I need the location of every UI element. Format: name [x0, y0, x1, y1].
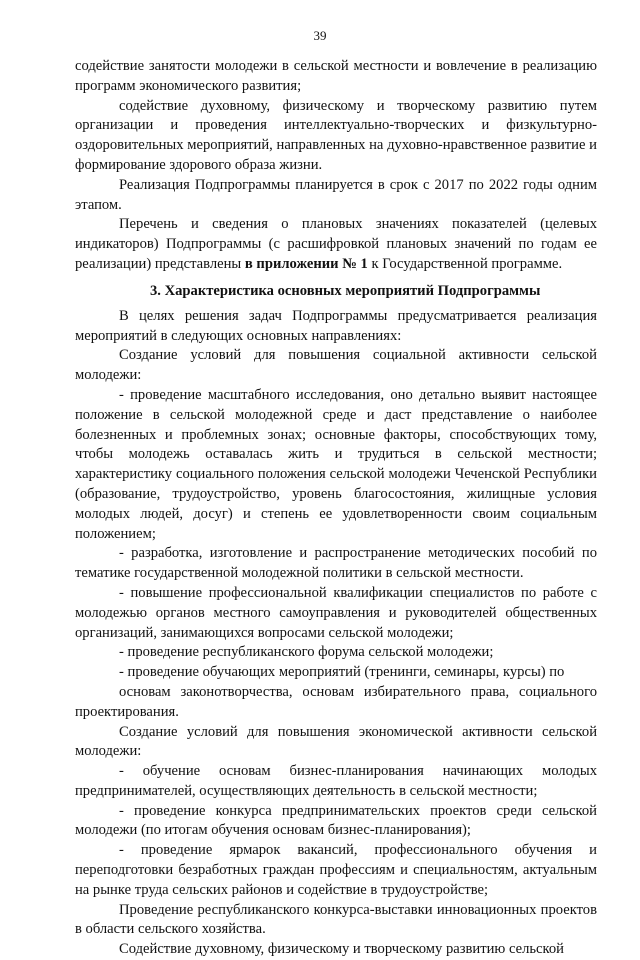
paragraphs-after-heading	[75, 307, 597, 960]
page-content	[75, 57, 597, 960]
paragraphs-before-heading	[75, 57, 597, 215]
indicators-text-end: к Государственной программе.	[367, 255, 563, 272]
section-heading: 3. Характеристика основных мероприятий Подпрограммы	[150, 282, 541, 299]
paragraph: Создание условий для повышения экономической активности сельской молодежи:	[75, 723, 597, 760]
paragraph: Проведение республиканского конкурса-выставки инновационных проектов в области сельского хозяйства.	[75, 901, 597, 938]
paragraph: Реализация Подпрограммы планируется в срок с 2017 по 2022 годы одним этапом.	[75, 176, 597, 213]
page-number: 39	[313, 28, 327, 43]
paragraph: основам законотворчества, основам избирательного права, социального проектирования.	[75, 683, 597, 720]
indicators-text-start: Перечень и сведения о плановых значениях показателей (целевых индикаторов) Подпрограммы (с расшифровкой плановых значений по годам ее реализации) представлены	[75, 216, 597, 272]
paragraph: В целях решения задач Подпрограммы предусматривается реализация мероприятий в следующих основных направлениях:	[75, 307, 597, 344]
appendix-reference: в приложении № 1	[244, 255, 368, 272]
paragraph: - проведение ярмарок вакансий, профессионального обучения и переподготовки безработных граждан профессиям и специальностям, актуальным на рынке труда сельских районов и содействие в трудоустройстве;	[75, 842, 597, 898]
paragraph: Создание условий для повышения социальной активности сельской молодежи:	[75, 347, 597, 384]
paragraph: - разработка, изготовление и распространение методических пособий по тематике государственной молодежной политики в сельской местности.	[75, 545, 597, 582]
paragraph: содействие занятости молодежи в сельской местности и вовлечение в реализацию программ экономического развития;	[75, 58, 597, 94]
paragraph: содействие духовному, физическому и творческому развитию путем организации и проведения интеллектуально-творческих и физкультурно-оздоровительных мероприятий, направленных на духовно-нравственное развитие и формирование здорового образа жизни.	[75, 97, 597, 173]
paragraph: - проведение республиканского форума сельской молодежи;	[119, 644, 494, 661]
indicators-paragraph	[75, 215, 597, 274]
paragraph: - повышение профессиональной квалификации специалистов по работе с молодежью органов местного самоуправления и руководителей общественных организаций, занимающихся вопросами сельской молодежи;	[75, 584, 597, 641]
paragraph: - проведение масштабного исследования, оно детально выявит настоящее положение в сельской молодежной среде и даст представление о наиболее болезненных и проблемных зонах; основные факторы, способствующих тому, чтобы молодежь оставалась жить и трудиться в сельской местности; характеристику социального положения сельской молодежи Чеченской Республики (образование, трудоустройство, уровень благосостояния, жилищные условия молодых людей, досуг) и степень ее удовлетворенности своим социальным положением;	[75, 386, 597, 542]
paragraph: - обучение основам бизнес-планирования начинающих молодых предпринимателей, осуществляющих деятельность в сельской местности;	[75, 763, 597, 799]
paragraph: Содействие духовному, физическому и творческому развитию сельской	[119, 941, 564, 958]
paragraph: - проведение обучающих мероприятий (тренинги, семинары, курсы) по	[119, 664, 565, 681]
paragraph: - проведение конкурса предпринимательских проектов среди сельской молодежи (по итогам обучения основам бизнес-планирования);	[75, 802, 597, 839]
